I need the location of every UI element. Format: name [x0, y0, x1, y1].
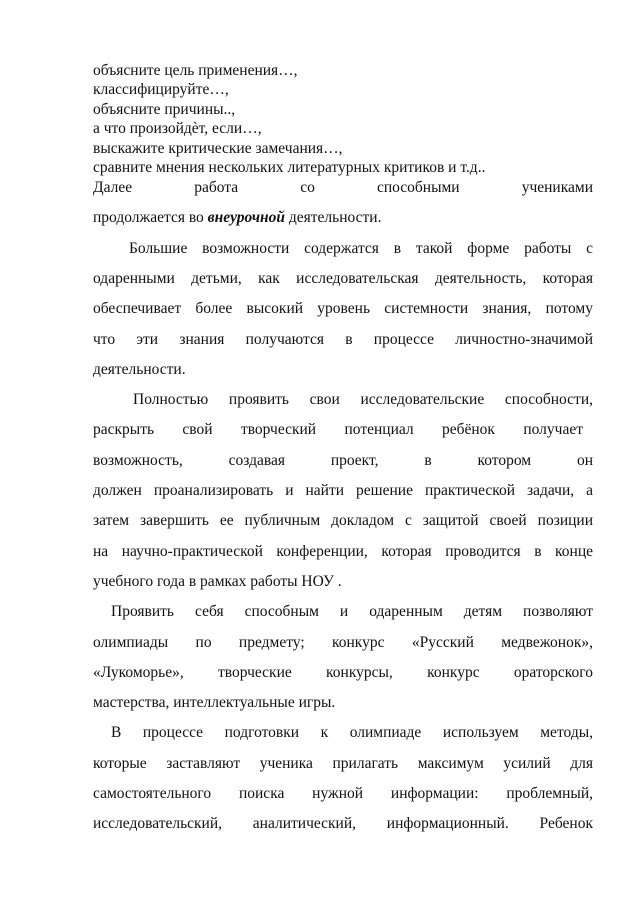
paragraph-line: исследовательский, аналитический, информационный. Ребенок — [93, 815, 593, 833]
paragraph-line: «Лукоморье», творческие конкурсы, конкурс ораторского — [93, 663, 593, 681]
list-line: объясните причины.., — [93, 100, 236, 118]
paragraph-line: Проявить себя способным и одаренным детям позволяют — [111, 603, 593, 621]
paragraph-line: должен проанализировать и найти решение практической задачи, а — [93, 482, 593, 499]
list-line: классифицируйте…, — [93, 81, 229, 99]
paragraph-line: на научно-практической конференции, которая проводится в конце — [93, 542, 593, 560]
paragraph-line — [93, 209, 593, 227]
paragraph-line: Полностью проявить свои исследовательские способности, — [133, 391, 593, 409]
list-line: сравните мнения нескольких литературных критиков и т.д.. — [93, 159, 486, 176]
text-run: продолжается во — [93, 209, 208, 227]
paragraph-line: деятельности. — [93, 360, 186, 378]
paragraph-line: которые заставляют ученика прилагать максимум усилий для — [93, 754, 593, 772]
emphasized-word: внеурочной — [207, 209, 285, 227]
paragraph-line: обеспечивает более высокий уровень системности знания, потому — [93, 300, 593, 318]
paragraph-line: самостоятельного поиска нужной информации: проблемный, — [93, 785, 593, 802]
text-run: деятельности. — [284, 209, 382, 227]
list-line: выскажите критические замечания…, — [93, 139, 343, 157]
list-line: а что произойдѐт, если…, — [93, 120, 262, 138]
paragraph-line: олимпиады по предмету; конкурс «Русский медвежонок», — [93, 633, 593, 651]
list-line: объясните цель применения…, — [93, 62, 298, 79]
paragraph-line: что эти знания получаются в процессе личностно-значимой — [93, 330, 593, 348]
paragraph-line: одаренными детьми, как исследовательская деятельность, которая — [93, 269, 593, 287]
paragraph-line: В процессе подготовки к олимпиаде используем методы, — [111, 724, 593, 742]
paragraph-line: учебного года в рамках работы НОУ . — [93, 572, 342, 590]
paragraph-line: Большие возможности содержатся в такой форме работы с — [129, 239, 593, 257]
paragraph-line: мастерства, интеллектуальные игры. — [93, 694, 336, 712]
paragraph-line: затем завершить ее публичным докладом с защитой своей позиции — [93, 512, 593, 530]
paragraph-line: возможность, создавая проект, в котором он — [93, 451, 593, 469]
paragraph-line: раскрыть свой творческий потенциал ребёнок получает — [93, 421, 583, 439]
paragraph-line: Далее работа со способными учениками — [93, 179, 593, 196]
